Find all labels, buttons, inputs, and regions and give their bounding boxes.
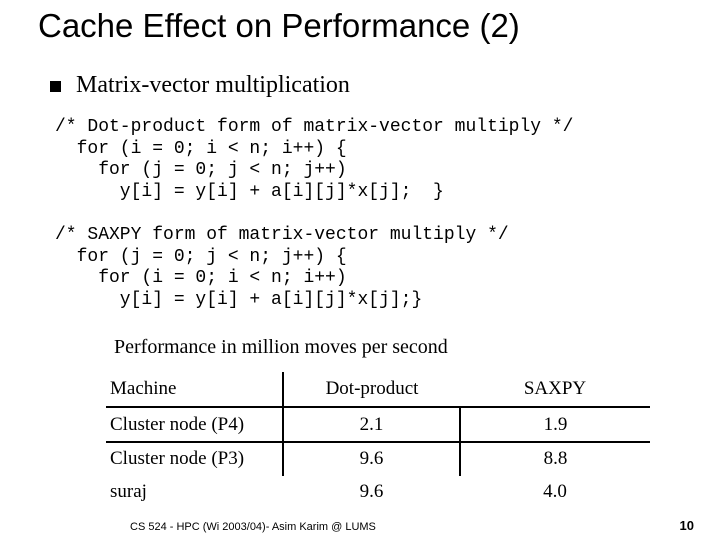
bullet-text: Matrix-vector multiplication <box>76 72 350 98</box>
header-dot-product: Dot-product <box>325 378 419 399</box>
table-row <box>106 407 650 442</box>
square-bullet-icon <box>50 81 61 92</box>
cell-machine: Cluster node (P3) <box>106 442 283 476</box>
cell-dot-product: 9.6 <box>359 480 384 502</box>
slide-footer: CS 524 - HPC (Wi 2003/04)- Asim Karim @ LUMS <box>130 521 376 533</box>
cell-saxpy: 1.9 <box>460 407 650 442</box>
performance-table <box>106 372 650 508</box>
header-machine: Machine <box>106 372 283 407</box>
table-row <box>106 476 650 508</box>
header-saxpy: SAXPY <box>523 378 587 399</box>
cell-machine: Cluster node (P4) <box>106 407 283 442</box>
page-number: 10 <box>679 518 694 533</box>
table-caption: Performance in million moves per second <box>114 336 448 358</box>
cell-dot-product: 2.1 <box>283 407 460 442</box>
code-dot-product: /* Dot-product form of matrix-vector multiply */ for (i = 0; i < n; i++) { for (j = 0; j < n; j++) y[i] = y[i] + a[i][j]*x[j]; } <box>55 117 574 202</box>
cell-saxpy: 8.8 <box>460 442 650 476</box>
cell-machine: suraj <box>110 480 147 502</box>
table-row <box>106 442 650 476</box>
code-saxpy: /* SAXPY form of matrix-vector multiply */ for (j = 0; j < n; j++) { for (i = 0; i < n; i++) y[i] = y[i] + a[i][j]*x[j];} <box>55 225 509 310</box>
slide-title: Cache Effect on Performance (2) <box>38 7 520 44</box>
cell-dot-product: 9.6 <box>283 442 460 476</box>
table-header-row <box>106 372 650 407</box>
cell-saxpy: 4.0 <box>543 480 567 502</box>
